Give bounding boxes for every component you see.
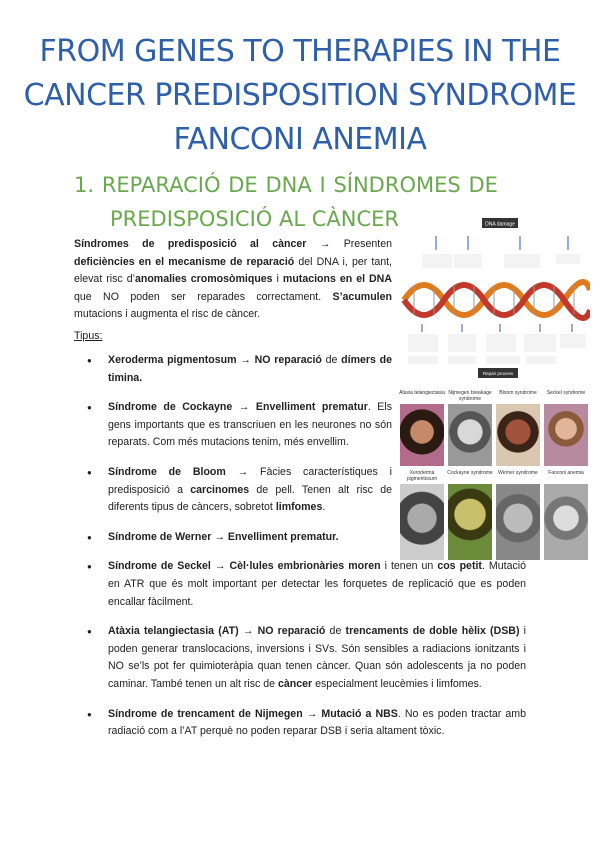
text: especialment leucèmies i limfomes. bbox=[312, 677, 482, 690]
text: . bbox=[322, 501, 326, 514]
dna-repair-diagram bbox=[400, 216, 590, 384]
text: i bbox=[272, 273, 283, 286]
list-item bbox=[74, 399, 392, 452]
title-line-1: FROM GENES TO THERAPIES IN THE bbox=[39, 34, 561, 69]
text: → Fàcies característiques i predisposició a bbox=[108, 465, 393, 496]
document-title bbox=[20, 30, 580, 162]
bold-text: S’acumulen bbox=[332, 290, 392, 303]
diagram-arrows bbox=[436, 236, 568, 250]
text: de bbox=[321, 354, 342, 366]
patient-photo bbox=[448, 484, 492, 560]
photo-caption: Cockayne syndrome bbox=[447, 470, 493, 476]
photo-caption: Fanconi anemia bbox=[548, 470, 584, 476]
intro-paragraph bbox=[74, 236, 392, 324]
title-line-3: FANCONI ANEMIA bbox=[173, 122, 427, 157]
list-item bbox=[74, 352, 392, 387]
section-heading-line-1 bbox=[74, 168, 498, 202]
text: de bbox=[325, 625, 346, 638]
bold-text: Síndrome de Seckel → Cèl·lules embrionàries moren bbox=[108, 560, 381, 573]
section-word: DE bbox=[228, 173, 258, 197]
text: → Presenten bbox=[306, 238, 392, 250]
text: i tenen un bbox=[380, 560, 438, 573]
photo-caption: Ataxia telangiectasia bbox=[399, 390, 445, 396]
list-item bbox=[74, 706, 526, 741]
text: . Mutació en ATR que és molt important per detectar les forquetes de replicació que es poden encallar fàcilment. bbox=[108, 560, 527, 608]
diagram-arrows-bottom bbox=[422, 324, 572, 332]
list-item bbox=[74, 558, 526, 611]
diagram-header-label: DNA damage bbox=[485, 221, 515, 228]
text: del DNA i, per tant, elevat risc d’ bbox=[74, 255, 393, 286]
section-heading-line-2: PREDISPOSICIÓ AL CÀNCER bbox=[110, 207, 399, 231]
text: . No es poden tractar amb radiació com a l’AT perquè no poden reparar DSB i seria altament tòxic. bbox=[108, 707, 527, 738]
patient-photo bbox=[448, 404, 492, 466]
diagram-small-text bbox=[422, 254, 580, 268]
text: que NO poden ser reparades correctament. bbox=[74, 290, 333, 303]
bold-text: limfomes bbox=[275, 501, 323, 514]
bold-text: Síndrome de Bloom bbox=[108, 465, 226, 478]
diagram-text-boxes bbox=[408, 334, 586, 364]
bold-text: Atàxia telangiectasia (AT) → NO reparació bbox=[108, 625, 326, 638]
bold-text: Síndrome de Werner → Envelliment prematur. bbox=[108, 530, 339, 543]
bold-text: deficiències en el mecanisme de reparació bbox=[74, 255, 295, 268]
bold-text: carcinomes bbox=[190, 483, 250, 496]
patient-photo bbox=[496, 404, 540, 466]
bold-text: cos petit bbox=[437, 560, 482, 573]
tipus-label: Tipus: bbox=[74, 330, 103, 342]
section-word: DNA bbox=[265, 173, 312, 197]
text: mutacions i augmenta el risc de càncer. bbox=[74, 308, 261, 321]
title-line-2: CANCER PREDISPOSITION SYNDROME bbox=[23, 78, 577, 113]
bold-text: Xeroderma pigmentosum → NO reparació bbox=[108, 354, 322, 366]
bold-text: mutacions en el DNA bbox=[282, 273, 392, 286]
patient-photo-grid bbox=[398, 390, 590, 564]
diagram-footer-label: Repair process bbox=[482, 371, 514, 376]
text: . Els gens importants que es transcriuen en les neurones no són reparats. Com més mutacions tenim, més envellim. bbox=[108, 401, 392, 449]
patient-photo bbox=[400, 484, 444, 560]
patient-photo bbox=[400, 404, 444, 466]
bold-text: trencaments de doble hèlix (DSB) bbox=[345, 625, 520, 638]
section-word: I bbox=[319, 173, 326, 197]
photo-caption: Seckel syndrome bbox=[546, 390, 586, 396]
section-word: DE bbox=[468, 173, 498, 197]
bold-text: càncer bbox=[278, 677, 313, 690]
bold-text: anomalies cromosòmiques bbox=[134, 273, 273, 286]
list-item bbox=[74, 623, 526, 693]
photo-caption: Xeroderma pigmentosum bbox=[406, 470, 437, 482]
patient-photo bbox=[544, 404, 588, 466]
section-word: REPARACIÓ bbox=[101, 173, 221, 197]
photo-caption: Bloom syndrome bbox=[499, 390, 537, 396]
photo-caption: Werner syndrome bbox=[498, 470, 538, 476]
bold-text: Síndrome de Cockayne → Envelliment prematur bbox=[108, 401, 368, 414]
section-number: 1. bbox=[74, 173, 95, 197]
patient-photo bbox=[544, 484, 588, 560]
bold-text: Síndrome de trencament de Nijmegen → Mutació a NBS bbox=[108, 707, 398, 720]
patient-photo bbox=[496, 484, 540, 560]
bold-text: Síndromes de predisposició al càncer bbox=[74, 238, 307, 250]
text: i poden generar translocacions, inversions i SVs. Són sensibles a radiacions ionitzants i NO se’ls pot fer quimioteràpia quan tenen càncer. Quan són adolescents ja no poden caminar. També tenen un alt risc de bbox=[108, 625, 527, 690]
section-word: SÍNDROMES bbox=[333, 173, 461, 197]
text: de pell. Tenen alt risc de diferents tipus de càncers, sobretot bbox=[108, 483, 392, 514]
bold-text: dímers de timina. bbox=[108, 354, 392, 384]
list-item bbox=[74, 464, 392, 517]
photo-caption: Nijmegen breakage syndrome bbox=[448, 390, 492, 402]
dna-helix bbox=[404, 282, 590, 318]
